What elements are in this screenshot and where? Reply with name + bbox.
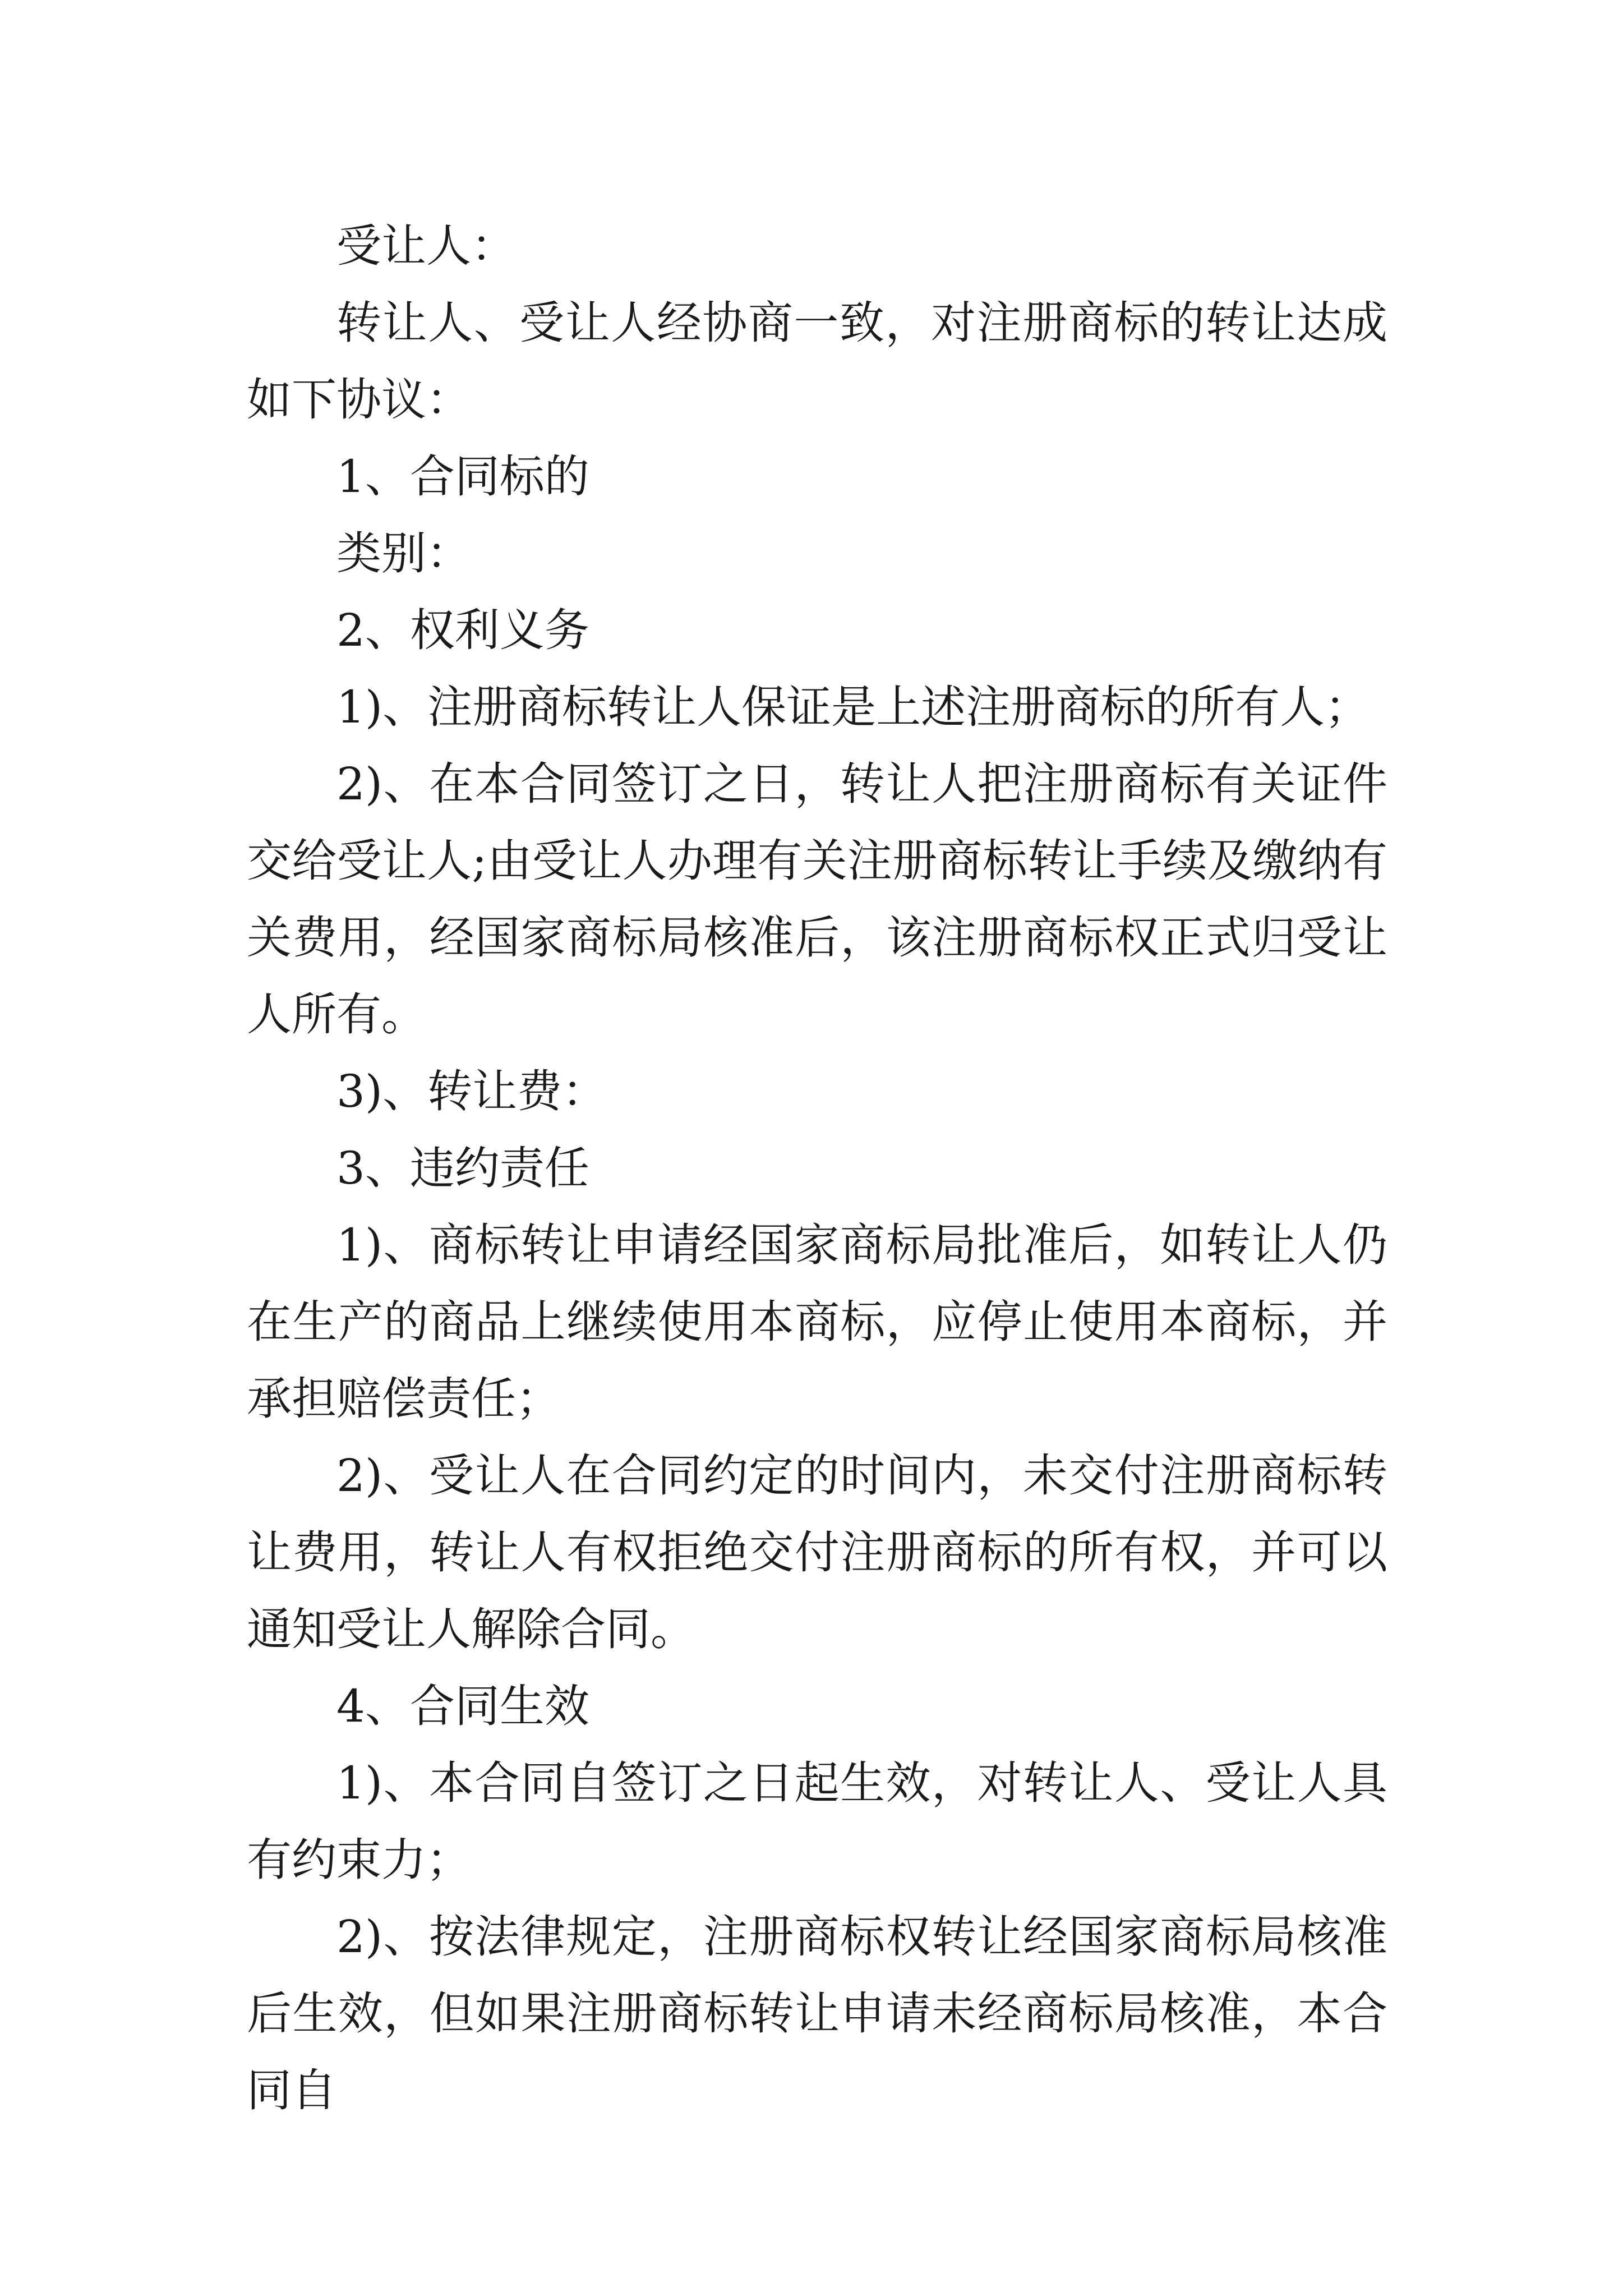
paragraph-effect-1: 1)、本合同自签订之日起生效，对转让人、受让人具有约束力； bbox=[247, 1757, 1387, 1886]
paragraph-rights-2: 2)、在本合同签订之日，转让人把注册商标有关证件交给受让人;由受让人办理有关注册商标转让手续及缴纳有关费用，经国家商标局核准后，该注册商标权正式归受让人所有。 bbox=[247, 758, 1387, 1041]
heading-contract-effect: 4、合同生效 bbox=[336, 1680, 589, 1732]
heading-contract-subject: 1、合同标的 bbox=[336, 450, 589, 503]
paragraph-breach-1: 1)、商标转让申请经国家商标局批准后，如转让人仍在生产的商品上继续使用本商标，应停止使用本商标，并承担赔偿责任； bbox=[247, 1219, 1387, 1425]
heading-rights-obligations: 2、权利义务 bbox=[336, 604, 589, 656]
paragraph-category: 类别： bbox=[336, 527, 471, 579]
paragraph-breach-2: 2)、受让人在合同约定的时间内，未交付注册商标转让费用，转让人有权拒绝交付注册商标的所有权，并可以通知受让人解除合同。 bbox=[247, 1450, 1387, 1655]
paragraph-rights-1: 1)、注册商标转让人保证是上述注册商标的所有人； bbox=[336, 681, 1370, 733]
contract-body bbox=[247, 208, 1387, 2129]
paragraph-assignee: 受让人： bbox=[336, 220, 516, 272]
paragraph-agreement-intro: 转让人、受让人经协商一致，对注册商标的转让达成如下协议： bbox=[247, 297, 1387, 426]
paragraph-transfer-fee: 3)、转让费： bbox=[336, 1065, 607, 1117]
heading-breach-liability: 3、违约责任 bbox=[336, 1142, 589, 1194]
paragraph-effect-2: 2)、按法律规定，注册商标权转让经国家商标局核准后生效，但如果注册商标转让申请未经商标局核准，本合同自 bbox=[247, 1911, 1387, 2116]
